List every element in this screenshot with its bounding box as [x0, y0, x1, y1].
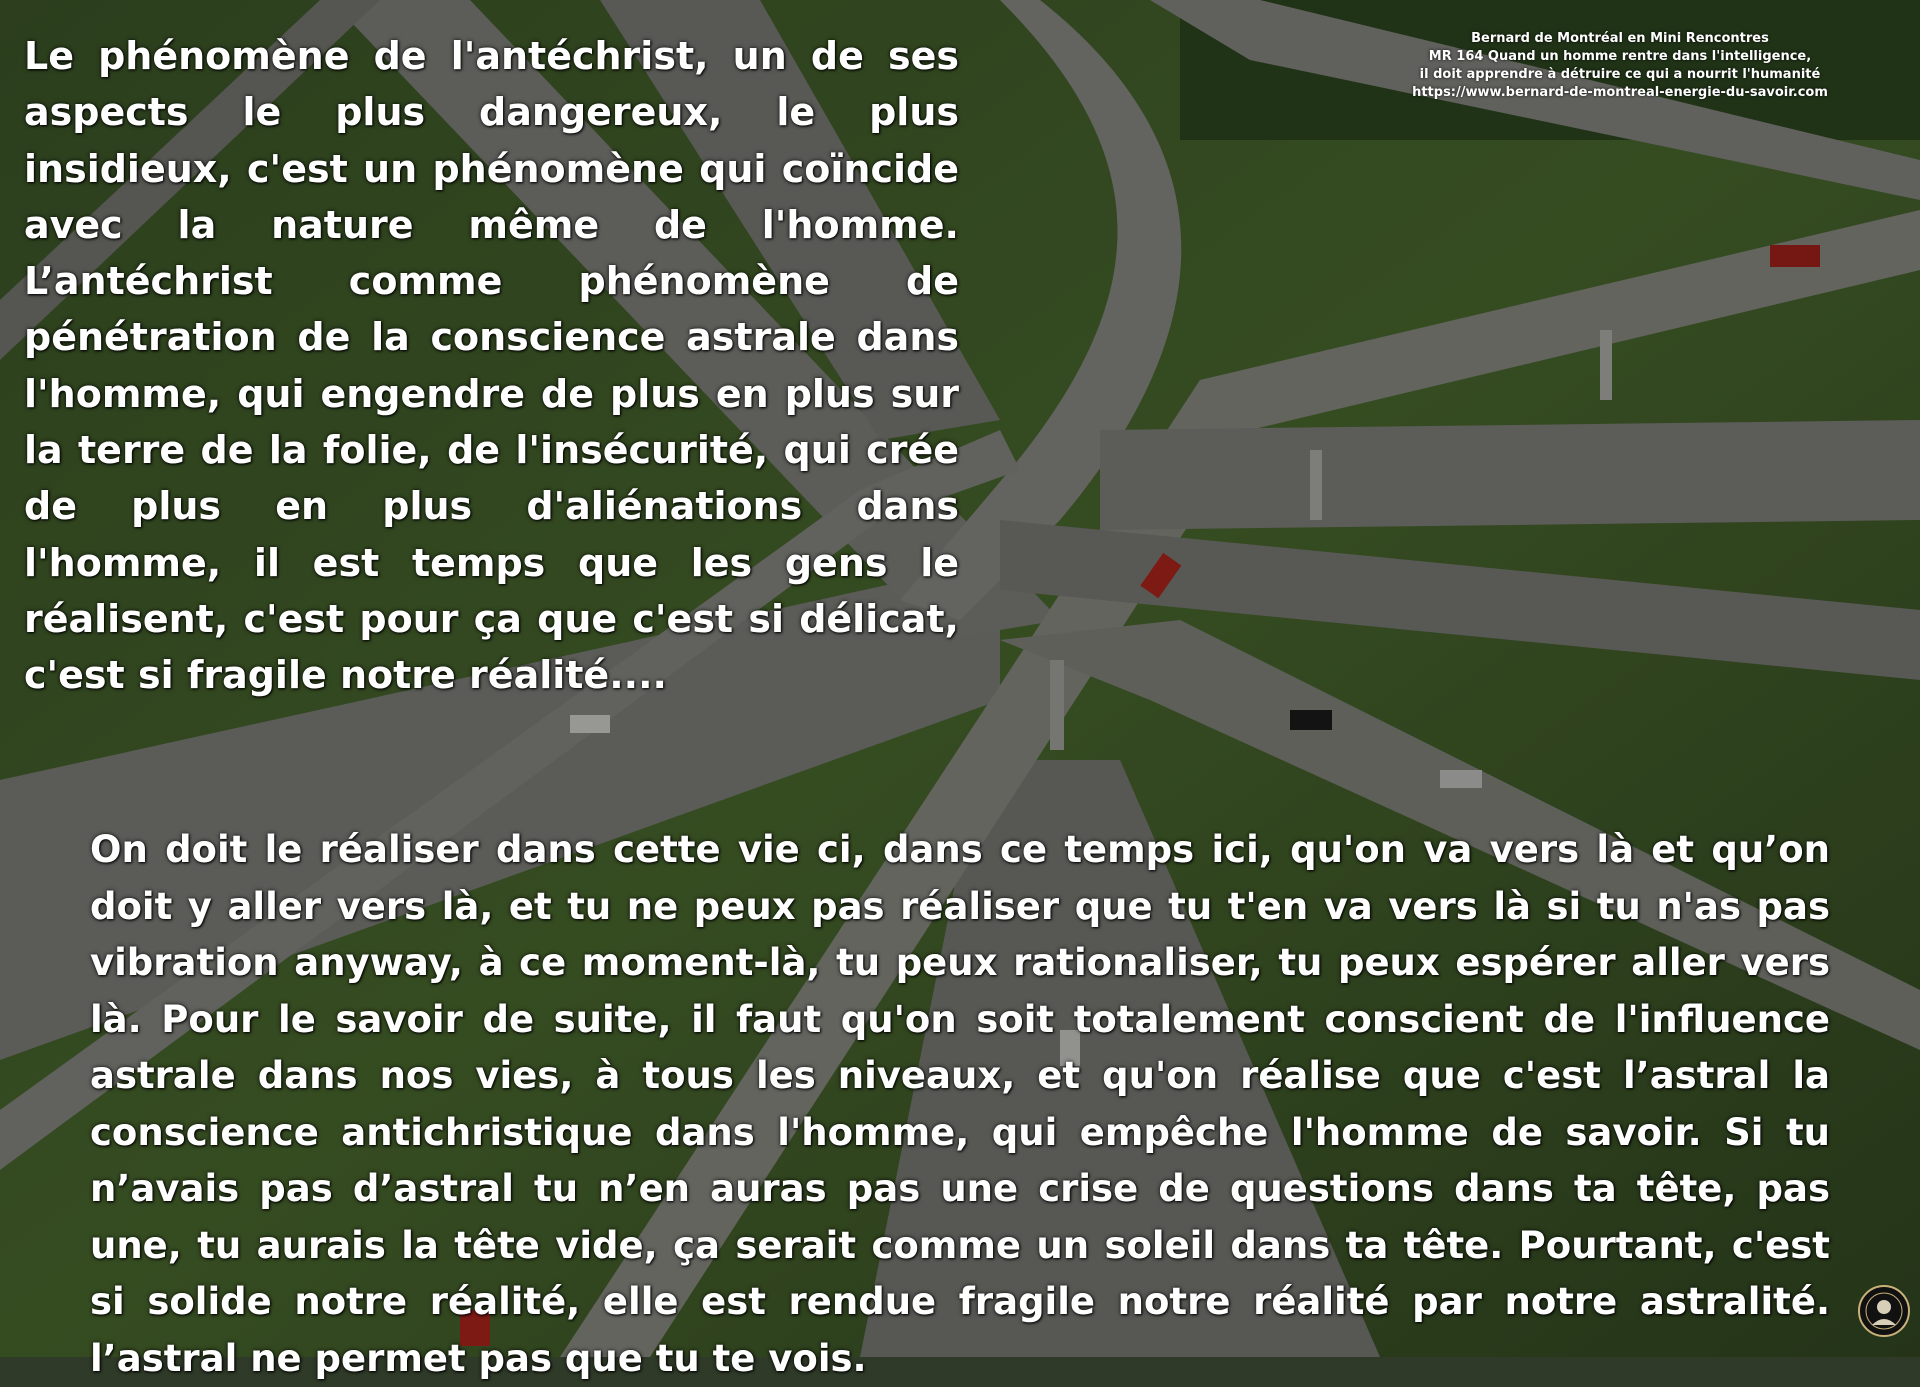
credits-line-2: MR 164 Quand un homme rentre dans l'intelligence,	[1428, 49, 1812, 64]
quote-bottom: On doit le réaliser dans cette vie ci, dans ce temps ici, qu'on va vers là et qu’on doit y aller vers là, et tu ne peux pas réaliser que tu t'en va vers là si tu n'as pas vibration anyway, à ce moment-là, tu peux rationaliser, tu peux espérer aller vers là. Pour le savoir de suite, il faut qu'on soit totalement conscient de l'influence astrale dans nos vies, à tous les niveaux, et qu'on réalise que c'est l’astral la conscience antichristique dans l'homme, qui empêche l'homme de savoir. Si tu n’avais pas d’astral tu n’en auras pas une crise de questions dans ta tête, pas une, tu aurais la tête vide, ça serait comme un soleil dans ta tête. Pourtant, c'est si solide notre réalité, elle est rendue fragile notre réalité par notre astralité. l’astral ne permet pas que tu te vois.	[90, 828, 1830, 1380]
credits-line-3: il doit apprendre à détruire ce qui a nourrit l'humanité	[1419, 67, 1821, 82]
credits-url: https://www.bernard-de-montreal-energie-du-savoir.com	[1412, 85, 1828, 100]
credits-line-1: Bernard de Montréal en Mini Rencontres	[1471, 31, 1769, 46]
seal-logo-icon	[1858, 1285, 1910, 1337]
quote-top: Le phénomène de l'antéchrist, un de ses aspects le plus dangereux, le plus insidieux, c'est un phénomène qui coïncide avec la nature même de l'homme. L’antéchrist comme phénomène de pénétration de la conscience astrale dans l'homme, qui engendre de plus en plus sur la terre de la folie, de l'insécurité, qui crée de plus en plus d'aliénations dans l'homme, il est temps que les gens le réalisent, c'est pour ça que c'est si délicat, c'est si fragile notre réalité....	[24, 34, 959, 698]
credits	[1395, 30, 1845, 102]
